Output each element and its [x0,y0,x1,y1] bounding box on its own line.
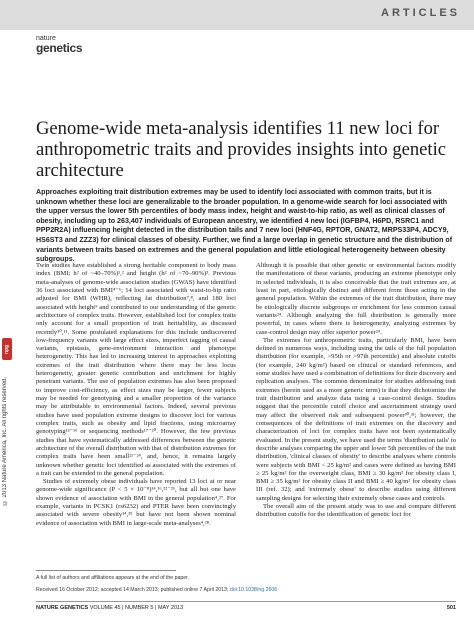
section-label: ARTICLES [381,7,460,19]
affiliations-note: A full list of authors and affiliations appears at the end of the paper. [36,575,190,581]
logo-line-1: nature [36,35,56,42]
footer-journal-info: VOLUME 45 | NUMBER 5 | MAY 2013 [89,605,184,611]
page-number: 501 [446,605,456,611]
doi-link[interactable]: doi:10.1038/ng.2606 [229,587,278,593]
publication-history [36,584,456,596]
article-abstract: Approaches exploiting trait distribution extremes may be used to identify loci associated with common traits, but it is unknown whether these loci are generalizable to the broader population. In a genome-wide search for loci associated with the upper versus the lower 5th percentiles of body mass index, height and waist-to-hip ratio, as well as clinical classes of obesity, including up to 263,407 individuals of European ancestry, we identified 4 new loci (IGFBP4, H6PD, RSRC1 and PPP2R2A) influencing height detected in the distribution tails and 7 new loci (HNF4G, RPTOR, GNAT2, MRPS33P4, ADCY9, HS6ST3 and ZZZ3) for clinical classes of obesity. Further, we find a large overlap in genetic structure and the distribution of variants between traits based on extremes and the general population and little etiological heterogeneity between obesity subgroups. [36,188,453,264]
copyright-text: © 2013 Nature America, Inc. All rights reserved. [2,376,8,505]
page-footer [36,601,456,612]
body-paragraph: The extremes for anthropometric traits, particularly BMI, have been defined in numerous ways, including using the tails of the full population distribution (for example, >95th or >97th percentile) and absolute cutoffs (for example, 240 kg/m²) based on clinical or standard references, and some studies have used a combination of definitions for their discovery and replication analyses. The common denominator for studies addressing trait extremes (herein used as a more generic term) is that they dichotomize the trait distribution and analyze data using a case-control design. Studies suggest that the percentile cutoff choice and ascertainment strategy used may affect the observed risk and subsequent power³⁰,³¹; however, the consequences of the definitions of trait extremes on the discovery and characterization of loci for complex traits have not been systematically evaluated. In the present study, we have used the terms 'distribution tails' to describe analyses comparing the upper and lower 5th percentiles of the trait distribution, 'clinical classes of obesity' to describe analyses where controls were subjects with BMI < 25 kg/m² and cases were defined as having BMI ≥ 25 kg/m² for the overweight class, BMI ≥ 30 kg/m² for obesity class I, BMI ≥ 35 kg/m² for obesity class II and BMI ≥ 40 kg/m² for obesity class III (ref. 32); and 'extremely obese' to describe studies using different sampling designs for selecting their extremely obese cases and controls. [256,336,456,502]
journal-header-band [0,0,474,30]
body-column-left [36,262,236,528]
journal-logo [36,35,82,54]
body-paragraph: The overall aim of the present study was to use and compare different distribution cutoffs for the identification of genetic loci for [256,503,456,519]
body-paragraph: Although it is possible that other genetic or environmental factors modify the manifestations of these variants, producing an extreme phenotype only in selected individuals, it is also conceivable that the trait extremes are, at least in part, etiologically distinct and different from those acting in the general population. Within the extremes of the trait distribution, there may be etiologically discrete subgroups or enrichment for less common causal variants²⁴. Although analyzing the full distribution is generally more powerful, in cases where there is heterogeneity, analyzing extremes by case-control design may offer superior power²⁹. [256,262,456,336]
body-paragraph: Studies of extremely obese individuals have reported 13 loci at or near genome-wide significance (P < 5 × 10⁻⁸)¹⁴,¹⁶,²²⁻²⁶, but all but one have shown evidence of association with BMI in the general population⁴,²⁷. For example, variants in PCSK1 (rs6232) and PTER have been convincingly associated with severe obesity¹⁴,²⁵ but have not been shown nominal evidence of association with BMI in large-scale meta-analyses⁴,²⁸. [36,478,236,527]
body-column-right [256,262,456,520]
copyright-strip [2,255,12,505]
logo-line-2: genetics [36,41,83,55]
footer-journal [36,605,183,611]
footnote-divider [36,570,176,571]
npg-badge-icon: npg [2,338,12,360]
received-dates: Received 16 October 2012; accepted 14 March 2013; published online 7 April 2013; [36,587,229,593]
article-title: Genome-wide meta-analysis identifies 11 new loci for anthropometric traits and provides insights into genetic architecture [36,118,447,181]
footer-journal-name: NATURE GENETICS [36,605,89,611]
body-paragraph: Twin studies have established a strong heritable component to body mass index (BMI; h² of ~40–70%)¹,² and height (h² of ~70–90%)³. Previous meta-analyses of genome-wide association studies (GWAS) have identified 36 loci associated with BMI⁴⁻⁶; 14 loci associated with waist-to-hip ratio adjusted for BMI (WHR), reflecting fat distribution⁷,⁸, and 180 loci associated with height⁹ and contributed to our understanding of the genetic architecture of complex traits. However, established loci for complex traits only account for a small proportion of trait heritability, as discussed recently¹⁰,¹¹. Some postulated explanations for this include undiscovered low-frequency variants with large effect sizes, imperfect tagging of causal variants, epistasis, gene-environment interaction and phenotype heterogeneity. This has led to increasing interest in approaches exploiting extremes of the trait distribution where there may be less locus heterogeneity, greater genetic contribution and enrichment for highly penetrant variants. The use of population extremes has also been proposed to improve cost-efficiency, as effect sizes may be larger, fewer subjects may be needed for genotyping and a smaller proportion of the variance may be attributable to environmental factors. Indeed, several previous studies have used population extreme designs to discover loci for various complex traits, such as obesity and lipid fractions, using microarray genotyping¹²⁻¹⁶ or sequencing methods¹⁷⁻²⁰. However, the few previous studies that have systematically addressed differences between the genetic architecture of the overall distribution with that of distribution extremes for complex traits have been small²¹⁻²⁴, and, hence, it remains largely unknown whether genetic loci identified as associated with the extremes of a trait can be extended to the general population. [36,262,236,477]
article-footnote [36,572,456,596]
